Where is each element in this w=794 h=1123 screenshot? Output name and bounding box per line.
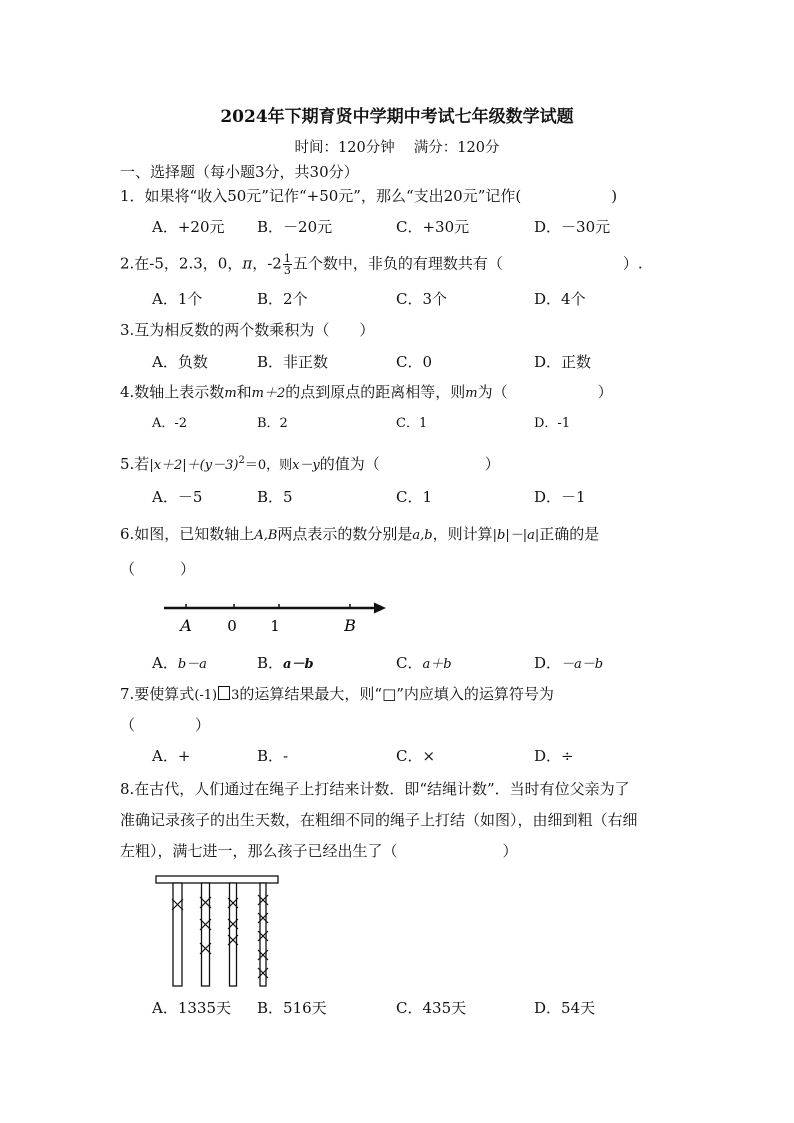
q8-option-b: B．516天 — [257, 999, 327, 1017]
q3-option-a: A．负数 — [152, 353, 208, 371]
q6-option-d-label: D． — [534, 654, 562, 672]
q6-option-b-expr: a－b — [283, 657, 314, 672]
q7-option-b: B．- — [257, 747, 289, 765]
q2-stem — [120, 253, 643, 276]
q1-option-b: B．－20元 — [257, 218, 333, 236]
q7-stem-prefix: 7.要使算式 — [120, 685, 195, 703]
q6-option-a — [152, 653, 207, 675]
q6-stem-suffix: 正确的是 — [539, 525, 600, 543]
q5-expr-exponent: 2 — [238, 455, 245, 466]
q8-stem-line1: 8.在古代，人们通过在绳子上打结来计数．即“结绳计数”．当时有位父亲为了 — [120, 780, 630, 798]
q1-stem: 1．如果将“收入50元”记作“+50元”，那么“支出20元”记作( ) — [120, 187, 618, 205]
q6-stem — [120, 524, 599, 546]
q3-option-d: D．正数 — [534, 353, 592, 371]
q1-option-c: C．+30元 — [396, 218, 470, 236]
axis-label-a: A — [180, 616, 192, 635]
q5-expr-a: |x＋2|＋(y－3) — [149, 458, 239, 473]
q3-option-b: B．非正数 — [257, 353, 329, 371]
q7-stem — [120, 684, 554, 706]
q8-option-d: D．54天 — [534, 999, 596, 1017]
q4-option-c: C．1 — [396, 416, 428, 431]
q6-stem-line2: （ ） — [120, 560, 196, 578]
rope-hanger-bar — [156, 876, 278, 883]
number-line-arrow — [374, 603, 386, 614]
q2-pi: π — [242, 254, 253, 273]
q4-var-m-plus-2: m＋2 — [251, 386, 286, 401]
q7-blank-box — [218, 686, 230, 700]
q5-stem-prefix: 5.若 — [120, 455, 150, 473]
q6-option-c-label: C． — [396, 654, 423, 672]
q5-option-b: B．5 — [257, 488, 293, 506]
q6-option-b-label: B． — [257, 654, 284, 672]
q2-stem-suffix: 五个数中，非负的有理数共有（ ）. — [292, 254, 643, 273]
axis-label-b: B — [344, 616, 356, 635]
q1-option-d: D．－30元 — [534, 218, 611, 236]
q2-fraction-num: 1 — [283, 252, 291, 265]
q4-stem — [120, 382, 613, 404]
q6-option-c — [396, 653, 452, 675]
q6-values: a,b — [412, 528, 433, 543]
q5-expr-b: ＝0，则 — [244, 458, 293, 473]
q7-stem-suffix: 的运算结果最大，则“□”内应填入的运算符号为 — [239, 685, 554, 703]
q8-option-c: C．435天 — [396, 999, 467, 1017]
q7-expr-b: 3 — [231, 688, 240, 703]
q6-stem-mid2: ，则计算 — [432, 525, 493, 543]
q5-stem — [120, 451, 500, 476]
exam-title: 2024年下期育贤中学期中考试七年级数学试题 — [220, 107, 574, 127]
q4-option-d: D．-1 — [534, 416, 571, 431]
q5-option-d: D．－1 — [534, 488, 586, 506]
q8-knot-rope-figure — [150, 872, 290, 992]
q4-stem-suffix: 为（ ） — [477, 383, 613, 401]
axis-label-zero: 0 — [227, 617, 237, 635]
q6-number-line — [155, 596, 395, 638]
q4-var-m: m — [224, 386, 237, 401]
q7-stem-line2: （ ） — [120, 716, 211, 734]
q6-option-a-expr: b－a — [177, 657, 207, 672]
q2-option-d: D．4个 — [534, 290, 586, 308]
q8-stem-line2: 准确记录孩子的出生天数，在粗细不同的绳子上打结（如图），由细到粗（右细 — [120, 811, 638, 829]
q6-option-b — [257, 653, 314, 675]
rope-1 — [173, 883, 182, 986]
q6-option-c-expr: a＋b — [422, 657, 452, 672]
q6-stem-mid: 两点表示的数分别是 — [277, 525, 413, 543]
q7-expr-a: (-1) — [194, 688, 218, 703]
q4-stem-mid: 的点到原点的距离相等，则 — [285, 383, 466, 401]
q5-option-c: C．1 — [396, 488, 433, 506]
q2-option-b: B．2个 — [257, 290, 308, 308]
section-heading: 一、选择题（每小题3分，共30分） — [120, 163, 359, 181]
q6-option-a-label: A． — [152, 654, 178, 672]
q5-stem-suffix: 的值为（ ） — [319, 455, 500, 473]
q6-expr: |b|－|a| — [492, 528, 540, 543]
q4-stem-prefix: 4.数轴上表示数 — [120, 383, 225, 401]
q5-option-a: A．－5 — [152, 488, 203, 506]
q7-option-a: A．+ — [152, 747, 191, 765]
q1-option-a: A．+20元 — [152, 218, 225, 236]
rope-2 — [202, 883, 210, 986]
q3-stem: 3.互为相反数的两个数乘积为（ ） — [120, 321, 375, 339]
q5-expr-c: x－y — [292, 458, 320, 473]
q4-stem-and: 和 — [236, 383, 252, 401]
q8-stem-line3: 左粗），满七进一，那么孩子已经出生了（ ） — [120, 842, 518, 860]
q4-var-m-2: m — [465, 386, 478, 401]
q6-stem-prefix: 6.如图，已知数轴上 — [120, 525, 255, 543]
rope-knots — [172, 895, 268, 978]
q2-stem-prefix: 2.在-5，2.3，0， — [120, 254, 243, 273]
q6-option-d — [534, 653, 603, 675]
q7-option-d: D．÷ — [534, 747, 574, 765]
q6-points: A,B — [254, 528, 278, 543]
q3-option-c: C．0 — [396, 353, 433, 371]
q4-option-a: A．-2 — [152, 416, 188, 431]
q2-option-c: C．3个 — [396, 290, 448, 308]
q2-stem-mid: ，-2 — [252, 254, 282, 273]
exam-subtitle: 时间：120分钟 满分：120分 — [294, 140, 500, 156]
q7-option-c: C．× — [396, 747, 436, 765]
q2-fraction — [283, 253, 292, 276]
q8-option-a: A．1335天 — [152, 999, 232, 1017]
q2-option-a: A．1个 — [152, 290, 203, 308]
rope-3 — [230, 883, 237, 986]
q4-option-b: B．2 — [257, 416, 288, 431]
q2-fraction-den: 3 — [283, 264, 291, 277]
axis-label-one: 1 — [270, 617, 280, 635]
q6-option-d-expr: －a－b — [561, 657, 604, 672]
